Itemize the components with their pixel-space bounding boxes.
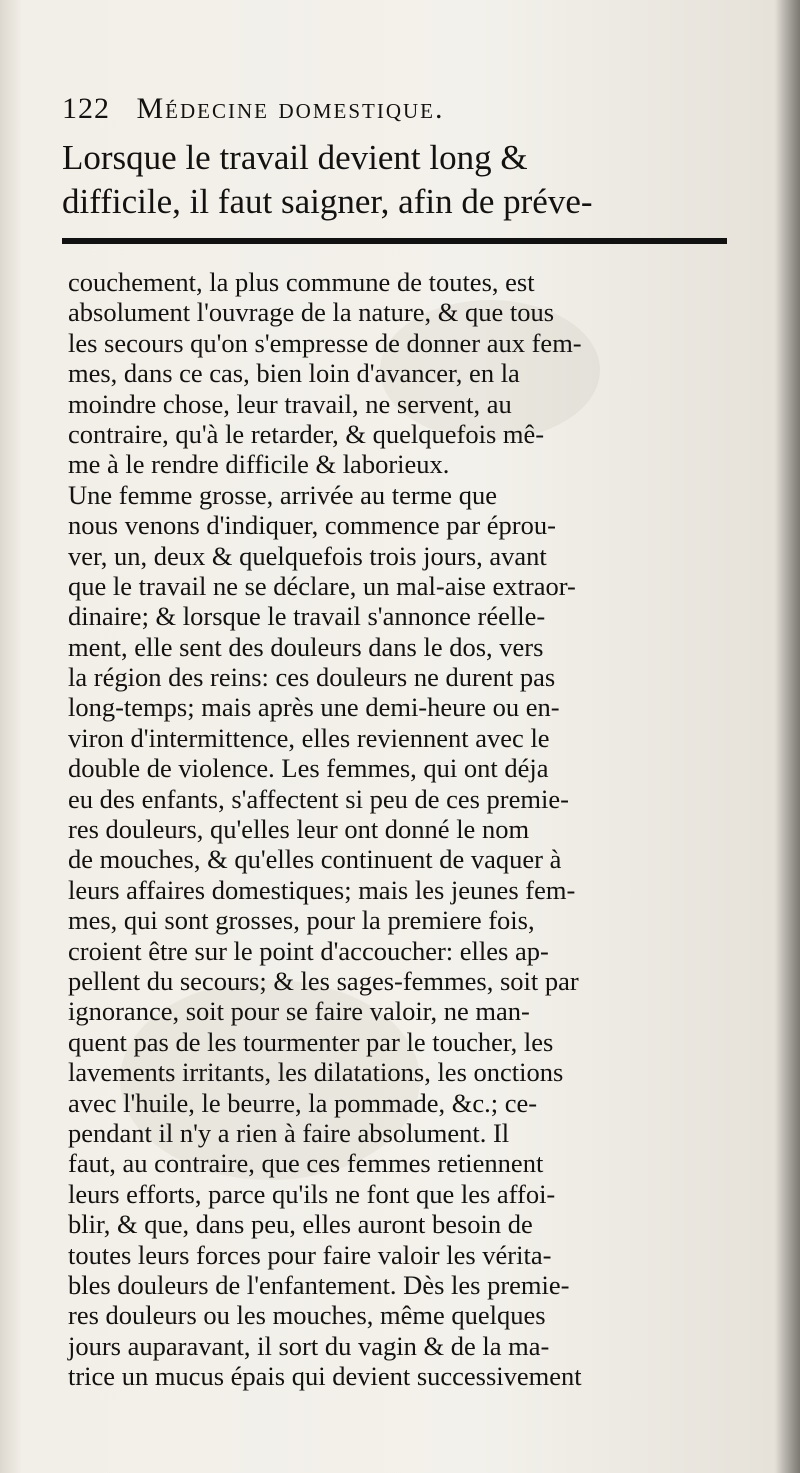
page-number: 122	[62, 92, 110, 125]
text-line: me à le rendre difficile & laborieux.	[68, 449, 450, 480]
text-line: toutes leurs forces pour faire valoir les vérita-	[68, 1239, 552, 1270]
text-line: Lorsque le travail devient long &	[62, 138, 528, 177]
text-line: double de violence. Les femmes, qui ont déja	[68, 753, 549, 784]
text-line: moindre chose, leur travail, ne servent, au	[68, 388, 512, 419]
text-line: res douleurs, qu'elles leur ont donné le nom	[68, 814, 530, 845]
text-line: de mouches, & qu'elles continuent de vaquer à	[68, 844, 562, 875]
text-line: mes, qui sont grosses, pour la premiere fois,	[68, 905, 535, 936]
text-line: blir, & que, dans peu, elles auront besoin de	[68, 1209, 533, 1240]
text-line: mes, dans ce cas, bien loin d'avancer, en la	[68, 358, 520, 389]
running-header	[62, 92, 762, 136]
text-line: leurs efforts, parce qu'ils ne font que les affoi-	[68, 1178, 556, 1209]
text-line: quent pas de les tourmenter par le toucher, les	[68, 1026, 554, 1057]
text-line: contraire, qu'à le retarder, & quelquefois mê-	[68, 418, 545, 449]
text-line: bles douleurs de l'enfantement. Dès les premie-	[68, 1269, 570, 1300]
text-line: pendant il n'y a rien à faire absolument. Il	[68, 1117, 510, 1148]
text-line: ignorance, soit pour se faire valoir, ne man-	[68, 996, 530, 1027]
text-line: que le travail ne se déclare, un mal-aise extraor-	[68, 570, 576, 601]
text-line: trice un mucus épais qui devient successivement	[68, 1361, 582, 1392]
text-line: lavements irritants, les dilatations, les onctions	[68, 1057, 564, 1088]
text-line: long-temps; mais après une demi-heure ou en-	[68, 692, 560, 723]
text-line: ment, elle sent des douleurs dans le dos, vers	[68, 631, 544, 662]
running-title: Médecine domestique.	[136, 92, 445, 125]
page-edge-shadow	[774, 0, 800, 1473]
text-line: absolument l'ouvrage de la nature, & que tous	[68, 297, 555, 328]
horizontal-rule	[62, 238, 727, 244]
text-line: eu des enfants, s'affectent si peu de ces premie-	[68, 783, 569, 814]
body-text	[68, 267, 718, 1391]
text-line: avec l'huile, le beurre, la pommade, &c.; ce-	[68, 1087, 538, 1118]
text-line: faut, au contraire, que ces femmes retiennent	[68, 1148, 544, 1179]
bleed-through-top-paragraph	[62, 136, 717, 224]
text-line: nous venons d'indiquer, commence par éprou-	[68, 510, 556, 541]
text-line: res douleurs ou les mouches, même quelques	[68, 1300, 546, 1331]
text-line: difficile, il faut saigner, afin de préve-	[62, 182, 593, 221]
text-line: pellent du secours; & les sages-femmes, soit par	[68, 965, 579, 996]
text-line: dinaire; & lorsque le travail s'annonce réelle-	[68, 601, 546, 632]
text-line: jours auparavant, il sort du vagin & de la ma-	[68, 1330, 550, 1361]
text-line: couchement, la plus commune de toutes, est	[68, 267, 535, 297]
text-line: croient être sur le point d'accoucher: elles ap-	[68, 935, 549, 966]
text-line: viron d'intermittence, elles reviennent avec le	[68, 722, 550, 753]
text-line: Une femme grosse, arrivée au terme que	[68, 479, 497, 510]
text-line: les secours qu'on s'empresse de donner aux fem-	[68, 327, 582, 358]
text-line: la région des reins: ces douleurs ne durent pas	[68, 662, 556, 693]
text-line: leurs affaires domestiques; mais les jeunes fem-	[68, 874, 576, 905]
text-line: ver, un, deux & quelquefois trois jours, avant	[68, 540, 547, 571]
